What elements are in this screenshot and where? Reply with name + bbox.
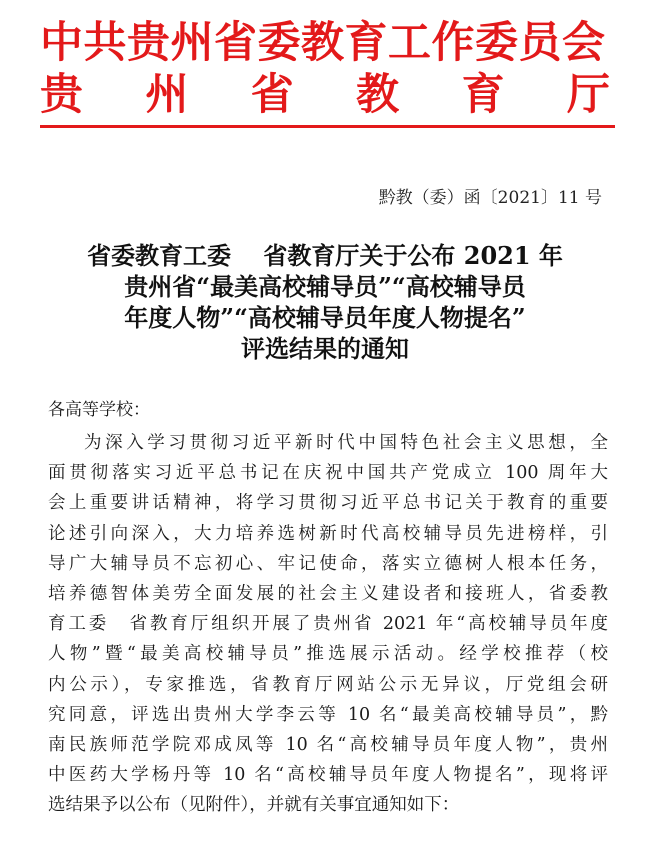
issuer-char: 贵	[40, 70, 83, 120]
title-line: 评选结果的通知	[241, 334, 409, 363]
body-line: 为深入学习贯彻习近平新时代中国特色社会主义思想，全	[84, 433, 608, 453]
body-line: 内公示），专家推选，省教育厅网站公示无异议，厅党组会研	[48, 674, 608, 695]
issuer-char: 省	[250, 70, 294, 120]
body-line: 培养德智体美劳全面发展的社会主义建设者和接班人，省委教	[48, 584, 608, 605]
body-line: 选结果予以公布（见附件），并就有关事宜通知如下：	[48, 795, 460, 816]
body-line: 究同意，评选出贵州大学李云等 10 名“最美高校辅导员”，黔	[48, 704, 608, 725]
body-line: 会上重要讲话精神，将学习贯彻习近平总书记关于教育的重要	[48, 493, 608, 514]
letterhead	[0, 0, 650, 140]
body-line: 南民族师范学院邓成凤等 10 名“高校辅导员年度人物”，贵州	[48, 735, 608, 756]
issuer-char: 育	[461, 70, 505, 120]
issuer-char: 厅	[566, 70, 610, 120]
document-title	[30, 240, 620, 364]
letterhead-divider	[40, 125, 615, 128]
issuer-char: 州	[145, 70, 189, 120]
title-line: 省委教育工委 省教育厅关于公布 2021 年	[87, 241, 563, 270]
issuer-name-line1: 中共贵州省委教育工作委员会	[40, 18, 606, 68]
body-line: 育工委 省教育厅组织开展了贵州省 2021 年“高校辅导员年度	[48, 614, 608, 635]
document-number: 黔教（委）函〔2021〕11 号	[378, 188, 602, 208]
body-line: 论述引向深入，大力培养选树新时代高校辅导员先进榜样，引	[48, 523, 608, 544]
body-line: 中医药大学杨丹等 10 名“高校辅导员年度人物提名”，现将评	[48, 765, 608, 786]
issuer-char: 教	[356, 70, 400, 120]
body-line: 人物”暨“最美高校辅导员”推选展示活动。经学校推荐（校	[48, 644, 608, 665]
title-line: 年度人物”“高校辅导员年度人物提名”	[124, 303, 526, 332]
body-line: 面贯彻落实习近平总书记在庆祝中国共产党成立 100 周年大	[48, 463, 608, 484]
salutation: 各高等学校：	[48, 400, 150, 420]
title-line: 贵州省“最美高校辅导员”“高校辅导员	[124, 272, 526, 301]
issuer-name-line2	[40, 70, 610, 120]
body-paragraph	[48, 428, 608, 821]
body-line: 导广大辅导员不忘初心、牢记使命，落实立德树人根本任务，	[48, 553, 608, 574]
